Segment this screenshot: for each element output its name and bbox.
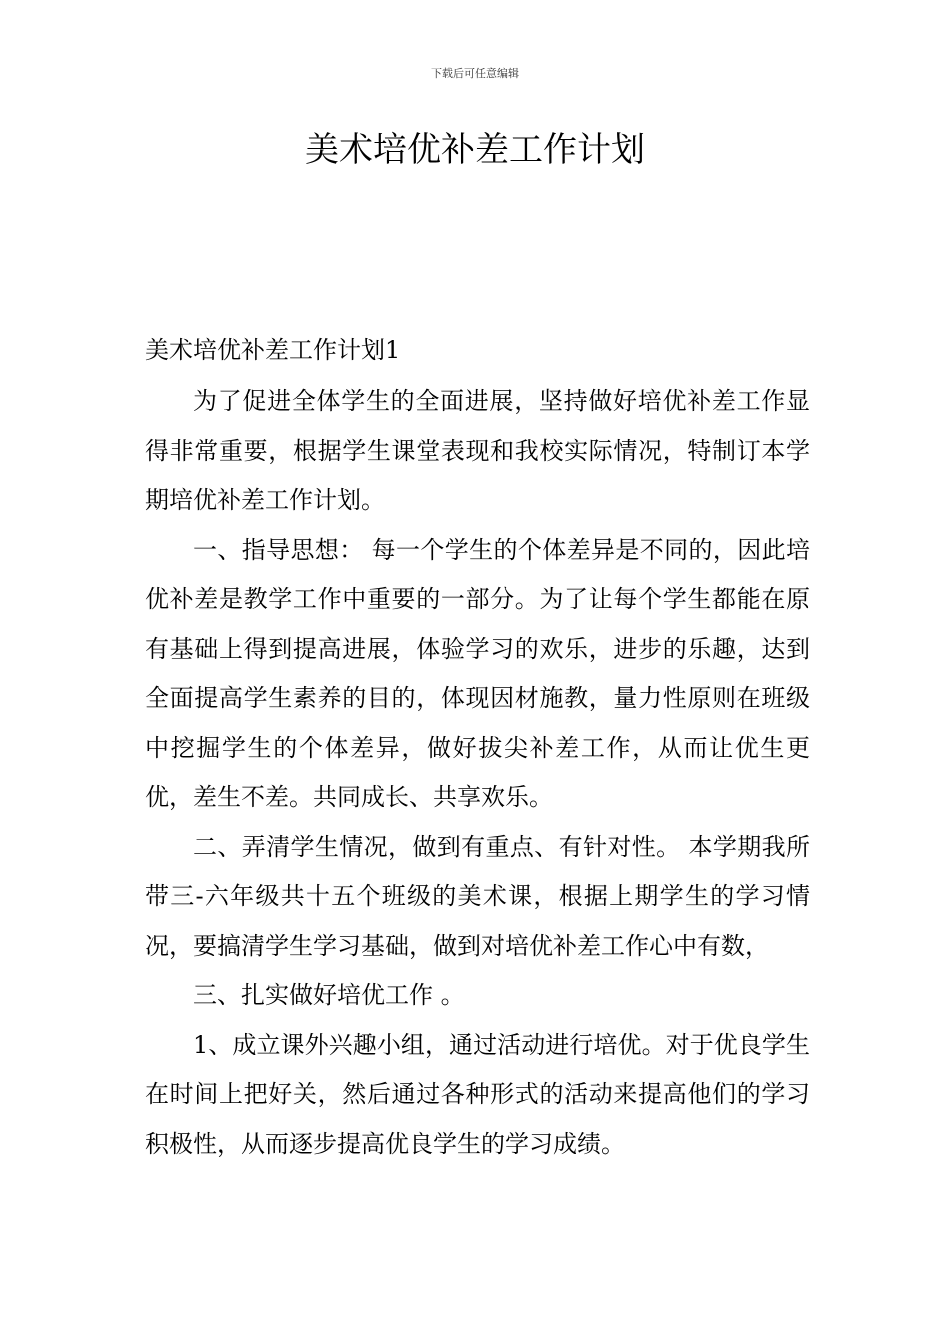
section-subtitle: 美术培优补差工作计划1 — [145, 336, 401, 364]
body-text — [145, 377, 810, 1169]
header-note: 下载后可任意编辑 — [431, 67, 519, 80]
paragraph-guiding-thought: 一、指导思想： 每一个学生的个体差异是不同的，因此培优补差是教学工作中重要的一部分。为了让每个学生都能在原有基础上得到提高进展，体验学习的欢乐，进步的乐趣，达到全面提高学生素养的目的，体现因材施教，量力性原则在班级中挖掘学生的个体差异，做好拔尖补差工作，从而让优生更优，差生不差。共同成长、共享欢乐。 — [145, 535, 810, 811]
paragraph-student-situation: 二、弄清学生情况，做到有重点、有针对性。 本学期我所带三-六年级共十五个班级的美术课，根据上期学生的学习情况，要搞清学生学习基础，做到对培优补差工作心中有数， — [145, 832, 810, 960]
paragraph-interest-group: 1、成立课外兴趣小组，通过活动进行培优。对于优良学生在时间上把好关，然后通过各种形式的活动来提高他们的学习积极性，从而逐步提高优良学生的学习成绩。 — [145, 1030, 810, 1158]
paragraph-intro: 为了促进全体学生的全面进展，坚持做好培优补差工作显得非常重要，根据学生课堂表现和我校实际情况，特制订本学期培优补差工作计划。 — [145, 387, 810, 514]
paragraph-top-students-heading: 三、扎实做好培优工作 。 — [193, 981, 465, 1009]
document-title: 美术培优补差工作计划 — [305, 130, 645, 170]
